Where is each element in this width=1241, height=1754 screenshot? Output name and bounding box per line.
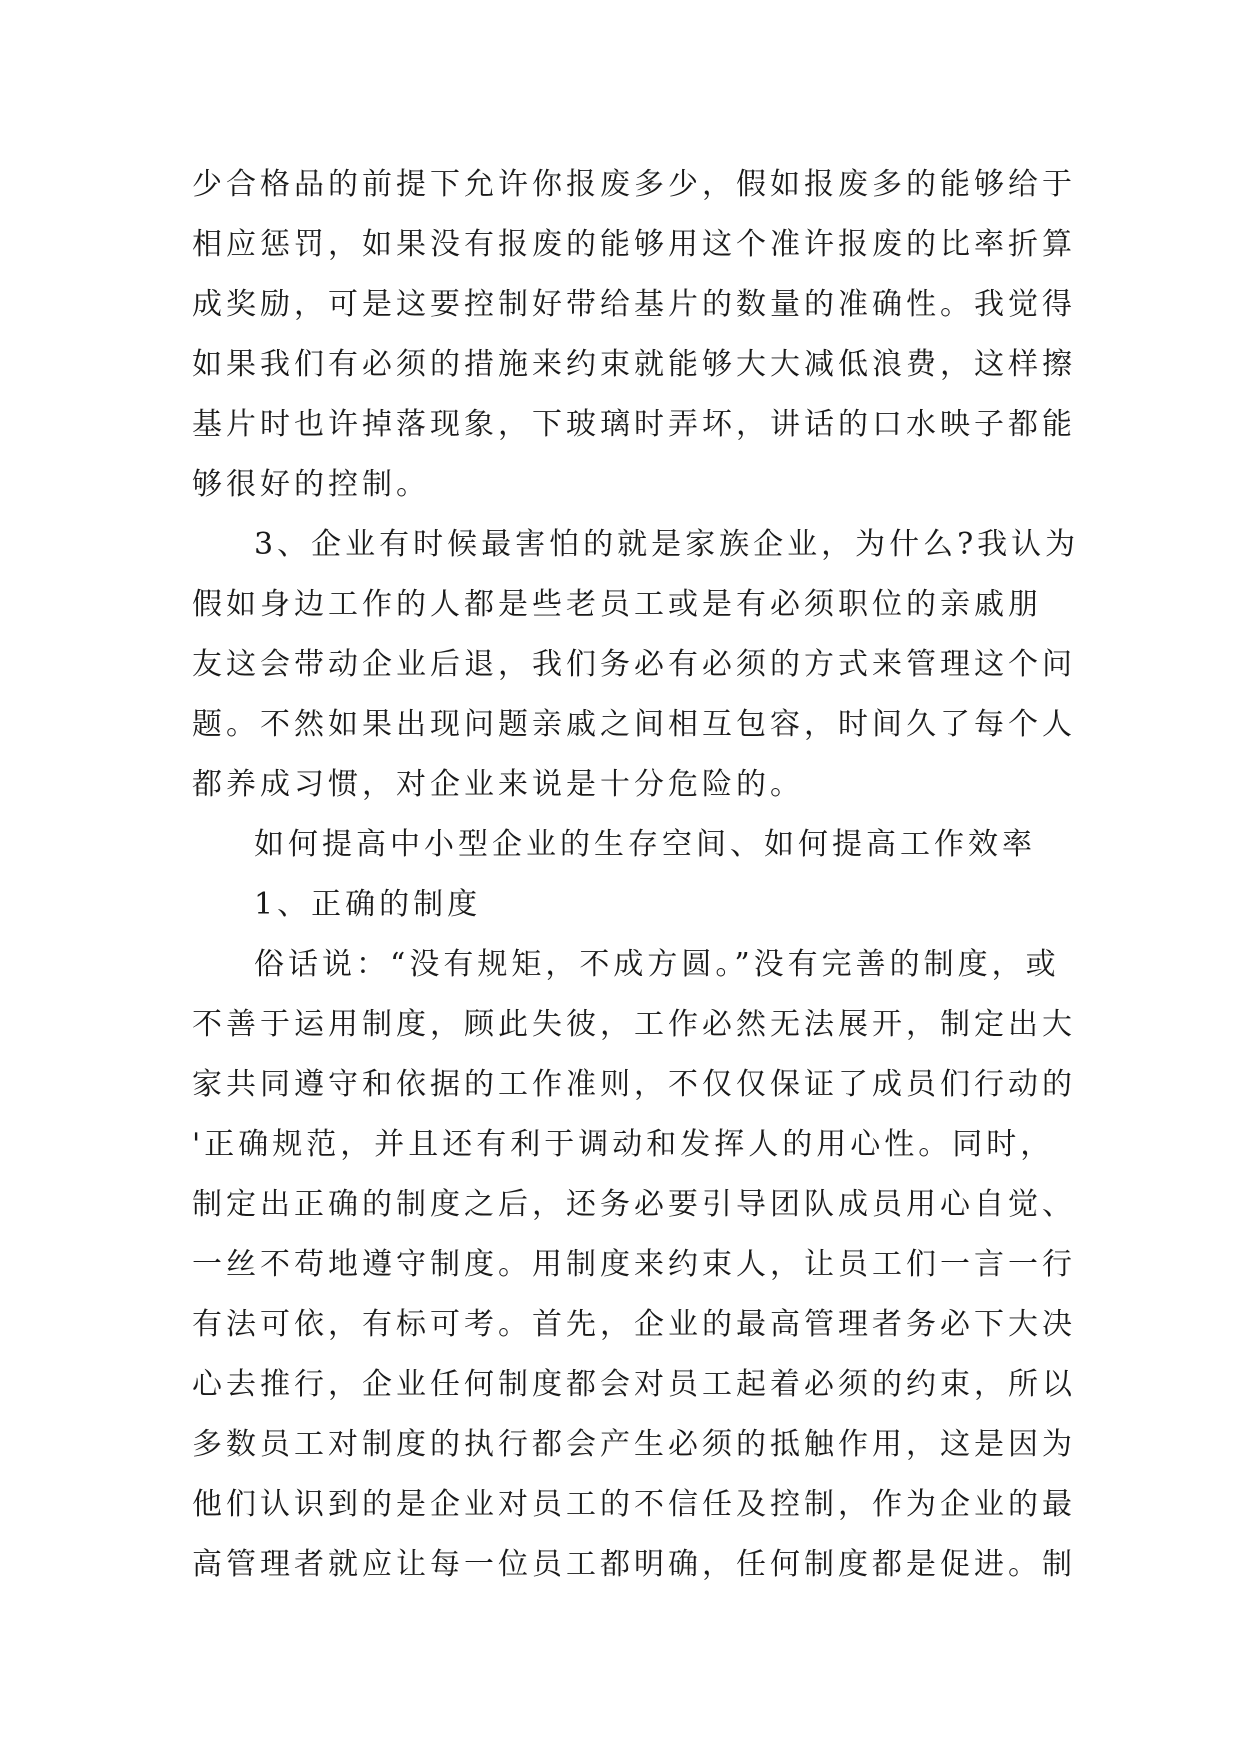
text-line: 不善于运用制度，顾此失彼，工作必然无法展开，制定出大 — [192, 1007, 1076, 1042]
text-line: 他们认识到的是企业对员工的不信任及控制，作为企业的最 — [192, 1487, 1076, 1522]
text-line: 友这会带动企业后退，我们务必有必须的方式来管理这个问 — [192, 647, 1076, 682]
text-line: 少合格品的前提下允许你报废多少，假如报废多的能够给于 — [192, 167, 1076, 202]
text-line: 都养成习惯，对企业来说是十分危险的。 — [192, 767, 804, 802]
text-line: 有法可依，有标可考。首先，企业的最高管理者务必下大决 — [192, 1307, 1076, 1342]
paragraph-start: 俗话说：“没有规矩，不成方圆。”没有完善的制度，或 — [254, 947, 1060, 982]
text-line: 基片时也许掉落现象，下玻璃时弄坏，讲话的口水映子都能 — [192, 407, 1076, 442]
text-line: 家共同遵守和依据的工作准则，不仅仅保证了成员们行动的 — [192, 1067, 1076, 1102]
section-heading: 如何提高中小型企业的生存空间、如何提高工作效率 — [254, 827, 1036, 862]
document-body — [192, 155, 1080, 1595]
text-line: 够很好的控制。 — [192, 467, 430, 502]
text-line: 高管理者就应让每一位员工都明确，任何制度都是促进。制 — [192, 1547, 1076, 1582]
paragraph-start: 3、企业有时候最害怕的就是家族企业，为什么?我认为 — [254, 527, 1080, 562]
text-line: 心去推行，企业任何制度都会对员工起着必须的约束，所以 — [192, 1367, 1076, 1402]
text-line: '正确规范，并且还有利于调动和发挥人的用心性。同时， — [192, 1127, 1055, 1162]
text-line: 成奖励，可是这要控制好带给基片的数量的准确性。我觉得 — [192, 287, 1076, 322]
text-line: 假如身边工作的人都是些老员工或是有必须职位的亲戚朋 — [192, 587, 1042, 622]
subsection-heading: 1、正确的制度 — [254, 887, 482, 922]
text-line: 一丝不苟地遵守制度。用制度来约束人，让员工们一言一行 — [192, 1247, 1076, 1282]
text-line: 题。不然如果出现问题亲戚之间相互包容，时间久了每个人 — [192, 707, 1076, 742]
text-line: 如果我们有必须的措施来约束就能够大大减低浪费，这样擦 — [192, 347, 1076, 382]
text-line: 制定出正确的制度之后，还务必要引导团队成员用心自觉、 — [192, 1187, 1076, 1222]
text-line: 多数员工对制度的执行都会产生必须的抵触作用，这是因为 — [192, 1427, 1076, 1462]
text-line: 相应惩罚，如果没有报废的能够用这个准许报废的比率折算 — [192, 227, 1076, 262]
